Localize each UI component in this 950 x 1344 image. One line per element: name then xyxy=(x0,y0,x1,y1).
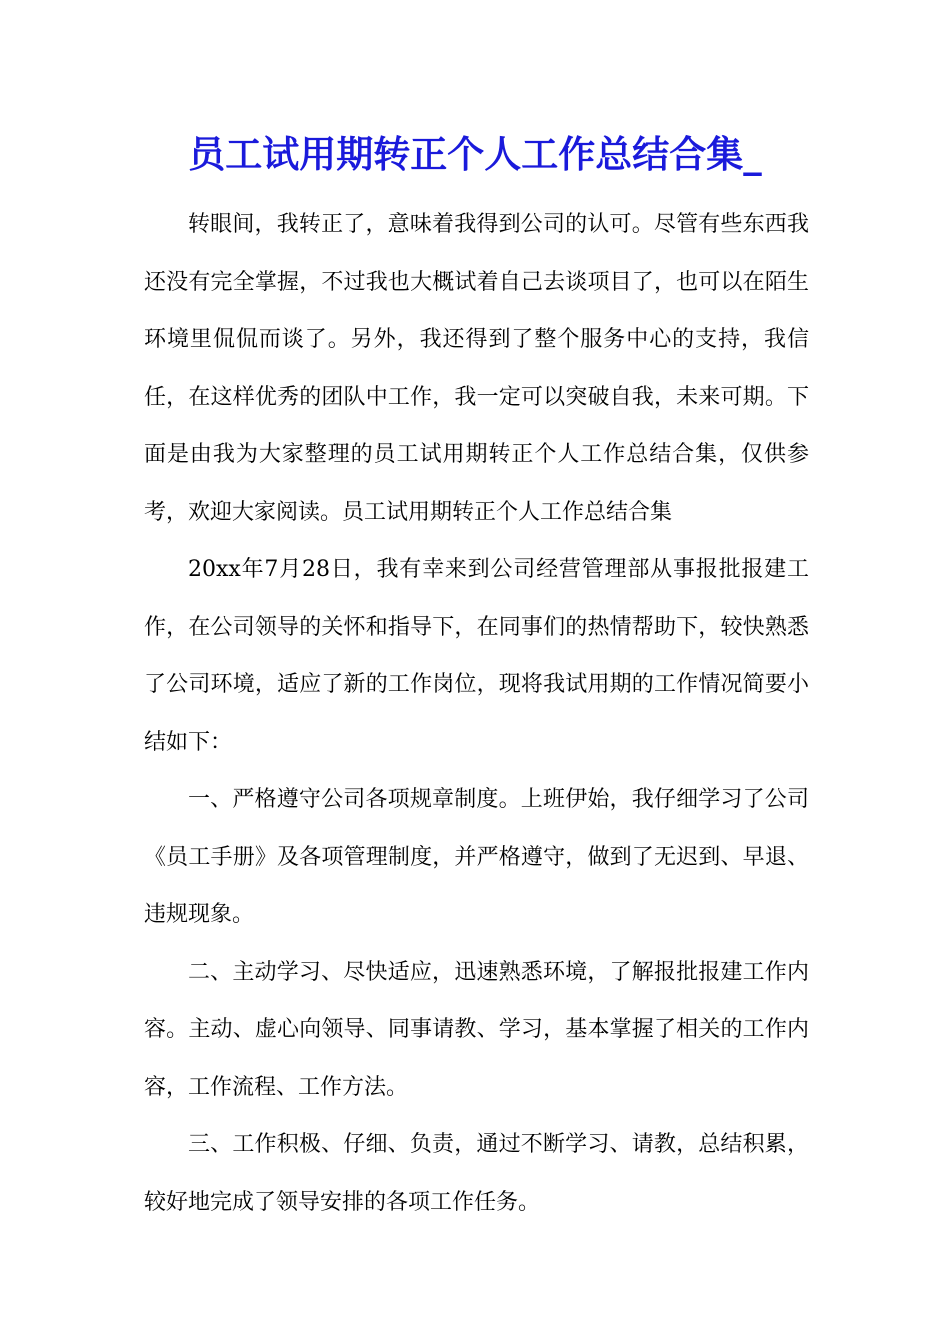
paragraph-intro: 转眼间，我转正了，意味着我得到公司的认可。尽管有些东西我还没有完全掌握，不过我也大概试着自己去谈项目了，也可以在陌生环境里侃侃而谈了。另外，我还得到了整个服务中心的支持，我信任，在这样优秀的团队中工作，我一定可以突破自我，未来可期。下面是由我为大家整理的员工试用期转正个人工作总结合集，仅供参考，欢迎大家阅读。员工试用期转正个人工作总结合集 xyxy=(144,212,809,525)
paragraph-point-3: 三、工作积极、仔细、负责，通过不断学习、请教，总结积累，较好地完成了领导安排的各项工作任务。 xyxy=(144,1132,809,1215)
paragraph-point-1: 一、严格遵守公司各项规章制度。上班伊始，我仔细学习了公司《员工手册》及各项管理制度，并严格遵守，做到了无迟到、早退、违规现象。 xyxy=(144,787,809,927)
document-body xyxy=(144,196,809,1231)
paragraph-start-date: 20xx年7月28日，我有幸来到公司经营管理部从事报批报建工作，在公司领导的关怀和指导下，在同事们的热情帮助下，较快熟悉了公司环境，适应了新的工作岗位，现将我试用期的工作情况简要小结如下： xyxy=(144,557,809,755)
document-title: 员工试用期转正个人工作总结合集_ xyxy=(188,132,762,176)
paragraph-point-2: 二、主动学习、尽快适应，迅速熟悉环境，了解报批报建工作内容。主动、虚心向领导、同事请教、学习，基本掌握了相关的工作内容，工作流程、工作方法。 xyxy=(144,959,809,1100)
